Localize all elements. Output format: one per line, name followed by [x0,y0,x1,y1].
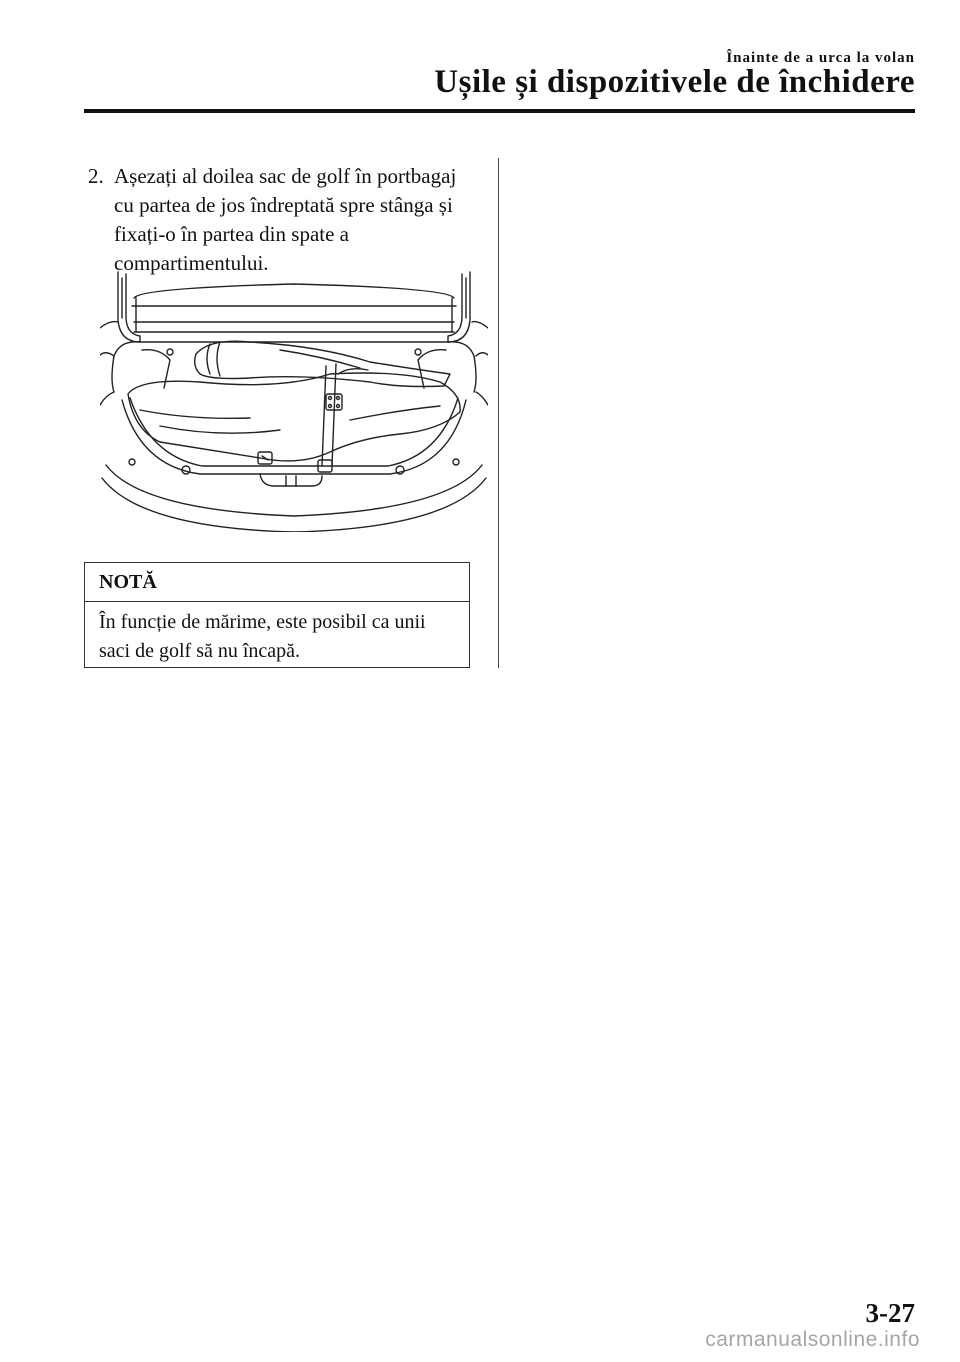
note-text: În funcție de mărime, este posibil ca unii saci de golf să nu încapă. [99,611,426,662]
page-number: 3-27 [865,1298,915,1328]
instruction-step [88,162,488,278]
step-text: Așezați al doilea sac de golf în portbagaj cu partea de jos îndreptată spre stânga și fixați-o în partea din spate a compartimentului. [114,164,457,275]
column-divider [498,158,499,668]
page-title: Ușile și dispozitivele de închidere [434,64,915,100]
trunk-golf-bag-illustration [100,270,488,532]
watermark: carmanualsonline.info [705,1328,920,1351]
note-title: NOTĂ [85,563,469,602]
note-box [84,562,470,668]
step-number: 2. [88,164,104,188]
section-header-subtitle: Înainte de a urca la volan [726,50,915,66]
header-rule [84,109,915,113]
